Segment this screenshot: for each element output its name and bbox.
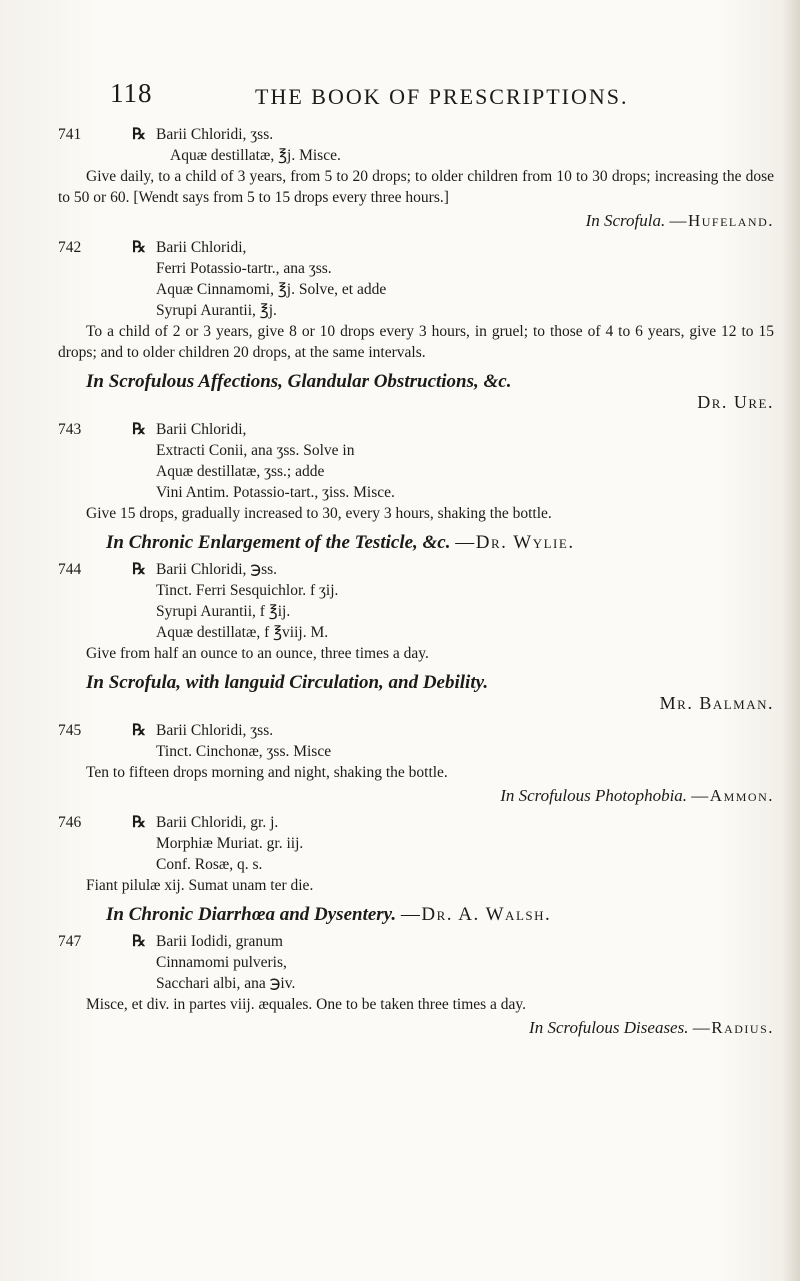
condition-text: In Scrofulous Photophobia. [500, 786, 688, 805]
ingredient-line: Barii Chloridi, [156, 239, 247, 256]
prescription-entry-747 [58, 931, 774, 1038]
author-name: —Ammon. [691, 786, 774, 805]
prescription-list [58, 124, 774, 1044]
recipe-symbol: ℞ [132, 239, 146, 256]
condition-text: In Chronic Diarrhœa and Dysentery. [106, 904, 397, 925]
ingredient-line: Vini Antim. Potassio-tart., ʒiss. Misce. [156, 484, 395, 501]
author-name: —Dr. A. Walsh. [400, 904, 552, 925]
directions-text: Give 15 drops, gradually increased to 30, every 3 hours, shaking the bottle. [86, 505, 552, 522]
condition-heading: In Scrofulous Affections, Glandular Obstructions, &c. [86, 371, 512, 392]
entry-number: 745 [58, 722, 82, 739]
recipe-symbol: ℞ [132, 814, 146, 831]
recipe-symbol: ℞ [132, 421, 146, 438]
entry-number: 742 [58, 239, 82, 256]
author-name: —Dr. Wylie. [455, 532, 575, 553]
prescription-entry-743 [58, 419, 774, 553]
author-name: Dr. Ure. [697, 392, 774, 412]
ingredient-line: Extracti Conii, ana ʒss. Solve in [156, 442, 355, 459]
entry-number: 746 [58, 814, 82, 831]
prescription-entry-745 [58, 720, 774, 806]
attribution [58, 210, 774, 231]
condition-text: In Chronic Enlargement of the Testicle, &c. [106, 532, 451, 553]
ingredient-line: Tinct. Ferri Sesquichlor. f ʒij. [156, 582, 339, 599]
author-name: —Hufeland. [669, 211, 774, 230]
ingredient-line: Conf. Rosæ, q. s. [156, 856, 263, 873]
prescription-entry-744 [58, 559, 774, 714]
entry-number: 744 [58, 561, 82, 578]
recipe-symbol: ℞ [132, 126, 146, 143]
condition-heading [58, 532, 774, 553]
ingredient-line: Sacchari albi, ana ℈iv. [156, 975, 296, 992]
ingredient-line: Barii Iodidi, granum [156, 933, 283, 950]
condition-text: In Scrofula. [585, 211, 666, 230]
entry-number: 743 [58, 421, 82, 438]
ingredient-line: Aquæ Cinnamomi, ℥j. Solve, et adde [156, 281, 387, 298]
ingredient-line: Barii Chloridi, gr. j. [156, 814, 279, 831]
author-name: Mr. Balman. [659, 693, 774, 713]
directions-text: Fiant pilulæ xij. Sumat unam ter die. [86, 877, 314, 894]
ingredient-line: Barii Chloridi, [156, 421, 247, 438]
attribution [58, 785, 774, 806]
running-title: THE BOOK OF PRESCRIPTIONS. [255, 84, 629, 109]
page-edge-shadow [782, 0, 800, 1281]
prescription-entry-746 [58, 812, 774, 925]
directions-text: Give from half an ounce to an ounce, three times a day. [86, 645, 429, 662]
ingredient-line: Morphiæ Muriat. gr. iij. [156, 835, 304, 852]
page-header [0, 78, 800, 118]
ingredient-line: Aquæ destillatæ, f ℥viij. M. [156, 624, 329, 641]
condition-heading: In Scrofula, with languid Circulation, and Debility. [86, 672, 489, 693]
prescription-entry-741 [58, 124, 774, 231]
ingredient-line: Aquæ destillatæ, ℥j. Misce. [170, 147, 341, 164]
entry-number: 747 [58, 933, 82, 950]
attribution [58, 1017, 774, 1038]
ingredient-line: Barii Chloridi, ʒss. [156, 722, 274, 739]
recipe-symbol: ℞ [132, 561, 146, 578]
directions-text: Misce, et div. in partes viij. æquales. One to be taken three times a day. [86, 996, 527, 1013]
ingredient-line: Syrupi Aurantii, ℥j. [156, 302, 277, 319]
ingredient-line: Tinct. Cinchonæ, ʒss. Misce [156, 743, 332, 760]
prescription-entry-742 [58, 237, 774, 413]
ingredient-line: Cinnamomi pulveris, [156, 954, 287, 971]
directions-text: To a child of 2 or 3 years, give 8 or 10 drops every 3 hours, in gruel; to those of 4 to 6 years, give 12 to 15 drops; and to older children 20 drops, at the same intervals. [58, 323, 774, 361]
ingredient-line: Syrupi Aurantii, f ℥ij. [156, 603, 291, 620]
ingredient-line: Ferri Potassio-tartr., ana ʒss. [156, 260, 332, 277]
recipe-symbol: ℞ [132, 722, 146, 739]
recipe-symbol: ℞ [132, 933, 146, 950]
condition-text: In Scrofulous Diseases. [529, 1018, 689, 1037]
directions-text: Ten to fifteen drops morning and night, shaking the bottle. [86, 764, 448, 781]
ingredient-line: Barii Chloridi, ʒss. [156, 126, 274, 143]
ingredient-line: Barii Chloridi, ℈ss. [156, 561, 278, 578]
page-number: 118 [110, 78, 153, 108]
author-name: —Radius. [692, 1018, 774, 1037]
condition-heading [58, 904, 774, 925]
ingredient-line: Aquæ destillatæ, ʒss.; adde [156, 463, 325, 480]
entry-number: 741 [58, 126, 82, 143]
directions-text: Give daily, to a child of 3 years, from 5 to 20 drops; to older children from 10 to 30 drops; increasing the dose to 50 or 60. [Wendt says from 5 to 15 drops every three hours.] [58, 168, 774, 206]
